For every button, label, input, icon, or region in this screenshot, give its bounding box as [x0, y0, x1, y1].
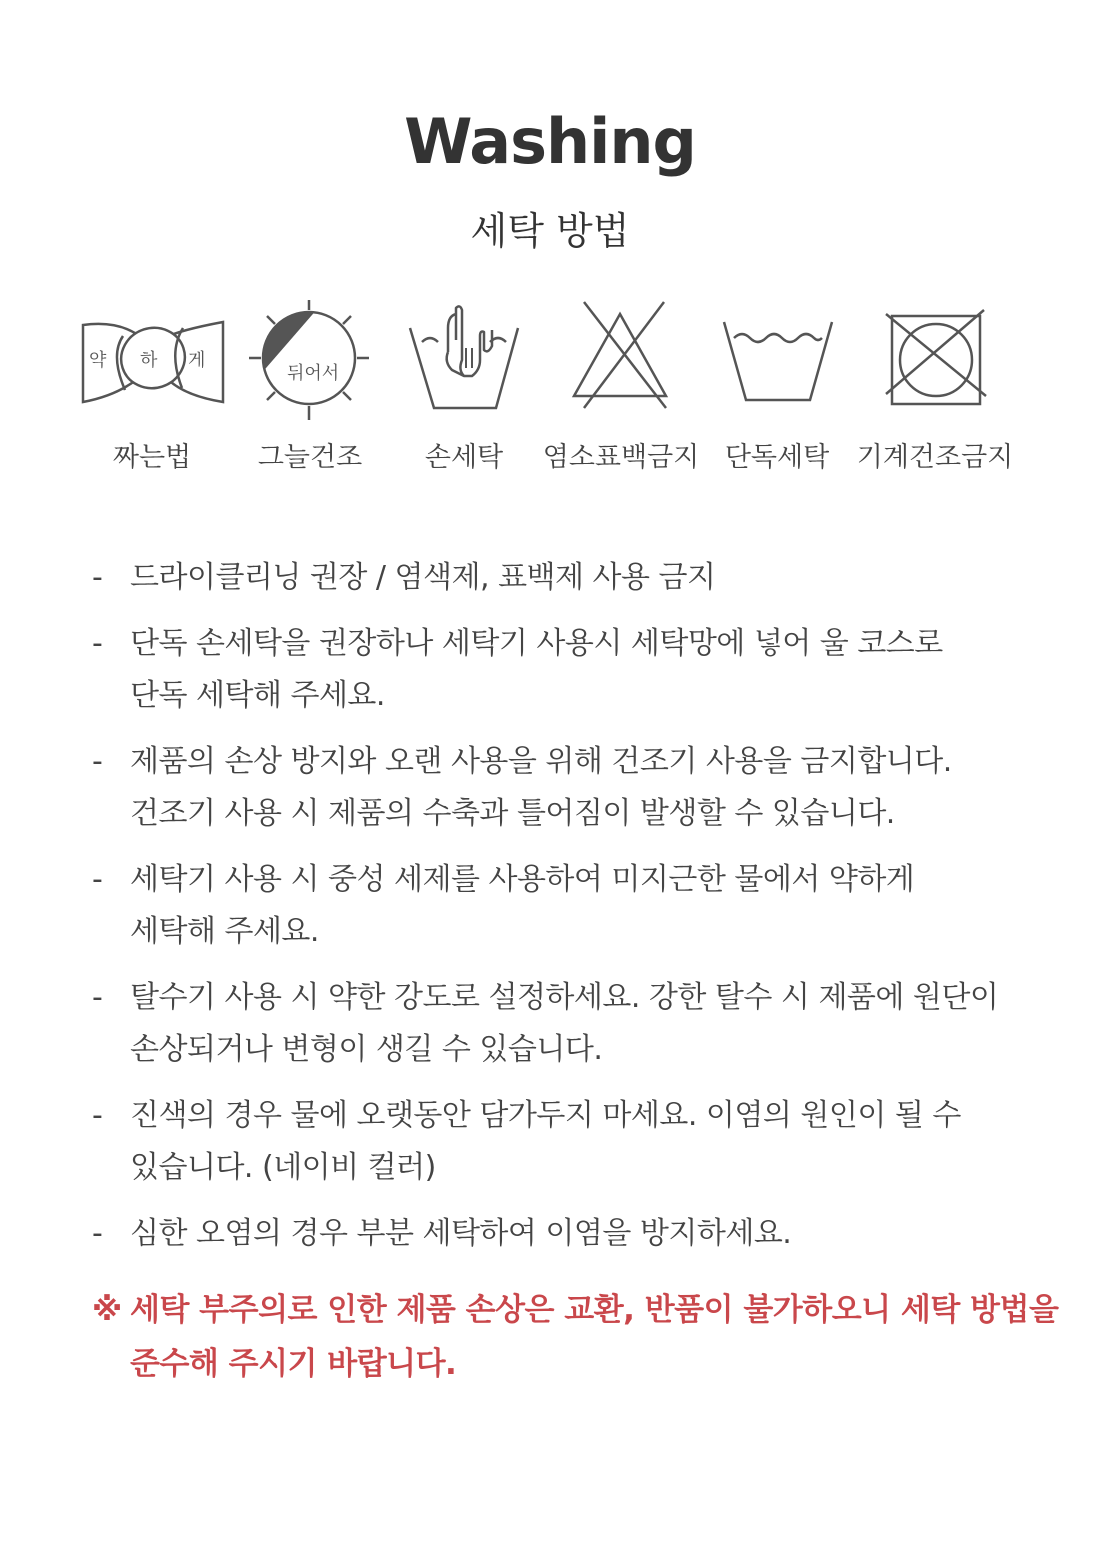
bullet-dash: - — [92, 862, 103, 897]
list-item — [92, 618, 1052, 722]
list-item — [92, 1090, 1052, 1194]
list-item — [92, 854, 1052, 958]
instructions-list — [92, 552, 1052, 1274]
bullet-dash: - — [92, 560, 103, 595]
bullet-dash: - — [92, 744, 103, 779]
care-symbols — [0, 300, 1100, 500]
instruction-text: 세탁기 사용 시 중성 세제를 사용하여 미지근한 물에서 약하게 — [130, 862, 915, 897]
page-title: Washing — [404, 105, 696, 178]
warning-notice — [92, 1283, 1059, 1391]
wring-text-3: 게 — [188, 350, 206, 371]
instruction-text: 단독 세탁해 주세요. — [130, 678, 385, 713]
instruction-text: 드라이클리닝 권장 / 염색제, 표백제 사용 금지 — [130, 560, 716, 595]
notice-text: 세탁 부주의로 인한 제품 손상은 교환, 반품이 불가하오니 세탁 방법을 — [130, 1292, 1059, 1328]
icon-label-no-tumble-dry: 기계건조금지 — [856, 442, 1014, 473]
page-subtitle: 세탁 방법 — [470, 209, 630, 253]
list-item — [92, 1208, 1052, 1260]
bullet-dash: - — [92, 1098, 103, 1133]
list-item — [92, 736, 1052, 840]
notice-text: 준수해 주시기 바랍니다. — [130, 1346, 457, 1382]
instruction-text: 있습니다. (네이비 컬러) — [130, 1150, 436, 1185]
instruction-text: 손상되거나 변형이 생길 수 있습니다. — [130, 1032, 603, 1067]
wring-text-1: 약 — [89, 350, 107, 371]
bullet-dash: - — [92, 1216, 103, 1251]
no-bleach-icon — [570, 300, 670, 410]
icon-label-no-bleach: 염소표백금지 — [542, 442, 700, 473]
bullet-dash: - — [92, 626, 103, 661]
instruction-text: 심한 오염의 경우 부분 세탁하여 이염을 방지하세요. — [130, 1216, 792, 1251]
list-item — [92, 972, 1052, 1076]
instruction-text: 탈수기 사용 시 약한 강도로 설정하세요. 강한 탈수 시 제품에 원단이 — [130, 980, 999, 1015]
bullet-dash: - — [92, 980, 103, 1015]
list-item — [92, 552, 1052, 604]
icon-label-hand-wash: 손세탁 — [424, 442, 504, 473]
instruction-text: 세탁해 주세요. — [130, 914, 319, 949]
shade-dry-text: 뒤어서 — [287, 363, 340, 384]
instruction-text: 건조기 사용 시 제품의 수축과 틀어짐이 발생할 수 있습니다. — [130, 796, 895, 831]
icon-label-wring: 짜는법 — [112, 442, 192, 473]
wring-text-2: 하 — [140, 350, 158, 371]
reference-mark: ※ — [92, 1292, 122, 1328]
wash-separately-icon — [722, 300, 834, 410]
shade-dry-icon — [247, 300, 371, 424]
no-tumble-dry-icon — [884, 300, 988, 410]
instruction-text: 제품의 손상 방지와 오랜 사용을 위해 건조기 사용을 금지합니다. — [130, 744, 952, 779]
wring-gently-icon — [80, 300, 226, 410]
icon-label-shade-dry: 그늘건조 — [257, 442, 363, 473]
instruction-text: 진색의 경우 물에 오랫동안 담가두지 마세요. 이염의 원인이 될 수 — [130, 1098, 961, 1133]
hand-wash-icon — [408, 300, 520, 412]
instruction-text: 단독 손세탁을 권장하나 세탁기 사용시 세탁망에 넣어 울 코스로 — [130, 626, 943, 661]
icon-label-wash-separately: 단독세탁 — [724, 442, 830, 473]
